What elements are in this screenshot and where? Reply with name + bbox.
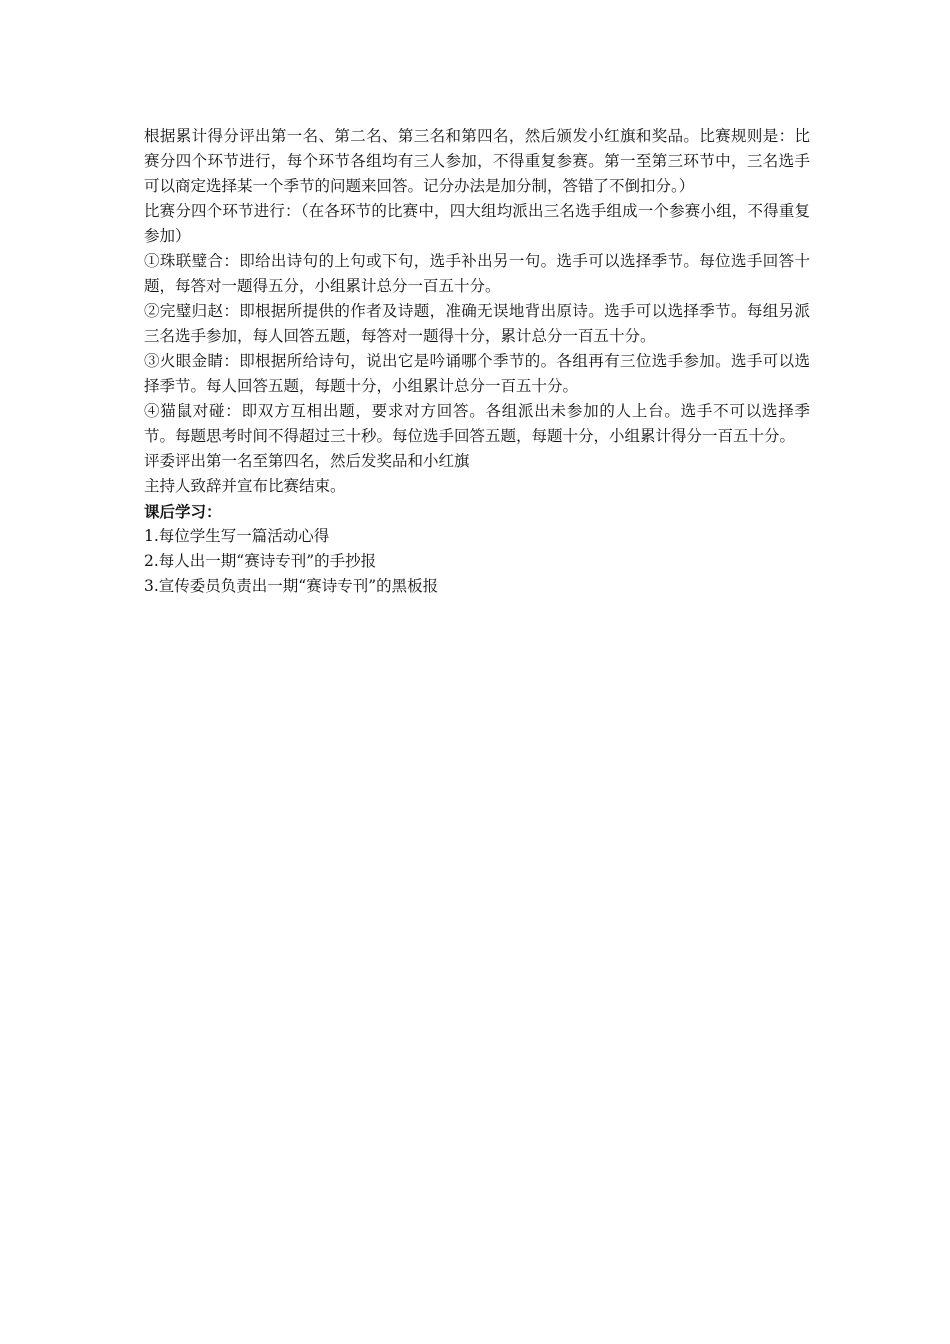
paragraph-stage-1: ①珠联璧合：即给出诗句的上句或下句，选手补出另一句。选手可以选择季节。每位选手回答十题，每答对一题得五分，小组累计总分一百五十分。 <box>144 252 810 295</box>
paragraph-stage-3: ③火眼金睛：即根据所给诗句，说出它是吟诵哪个季节的。各组再有三位选手参加。选手可以选择季节。每人回答五题，每题十分，小组累计总分一百五十分。 <box>144 352 810 395</box>
paragraph-stage-4: ④猫鼠对碰：即双方互相出题，要求对方回答。各组派出未参加的人上台。选手不可以选择季节。每题思考时间不得超过三十秒。每位选手回答五题，每题十分，小组累计得分一百五十分。 <box>144 402 810 445</box>
paragraph-judges: 评委评出第一名至第四名，然后发奖品和小红旗 <box>144 452 470 470</box>
paragraph-scoring-rules: 根据累计得分评出第一名、第二名、第三名和第四名，然后颁发小红旗和奖品。比赛规则是：比赛分四个环节进行，每个环节各组均有三人参加，不得重复参赛。第一至第三环节中，三名选手可以商定选择某一个季节的问题来回答。记分办法是加分制，答错了不倒扣分。） <box>144 127 810 195</box>
list-item: 2.每人出一期“赛诗专刊”的手抄报 <box>144 552 377 570</box>
section-heading: 课后学习： <box>144 502 222 521</box>
list-item: 3.宣传委员负责出一期“赛诗专刊”的黑板报 <box>144 577 439 595</box>
paragraph-competition-stages: 比赛分四个环节进行：（在各环节的比赛中，四大组均派出三名选手组成一个参赛小组，不得重复参加） <box>144 202 810 245</box>
paragraph-stage-2: ②完璧归赵：即根据所提供的作者及诗题，准确无误地背出原诗。选手可以选择季节。每组另派三名选手参加，每人回答五题，每答对一题得十分，累计总分一百五十分。 <box>144 302 810 345</box>
paragraph-closing: 主持人致辞并宣布比赛结束。 <box>144 477 346 495</box>
list-item: 1.每位学生写一篇活动心得 <box>144 527 330 545</box>
document-page <box>144 124 810 599</box>
